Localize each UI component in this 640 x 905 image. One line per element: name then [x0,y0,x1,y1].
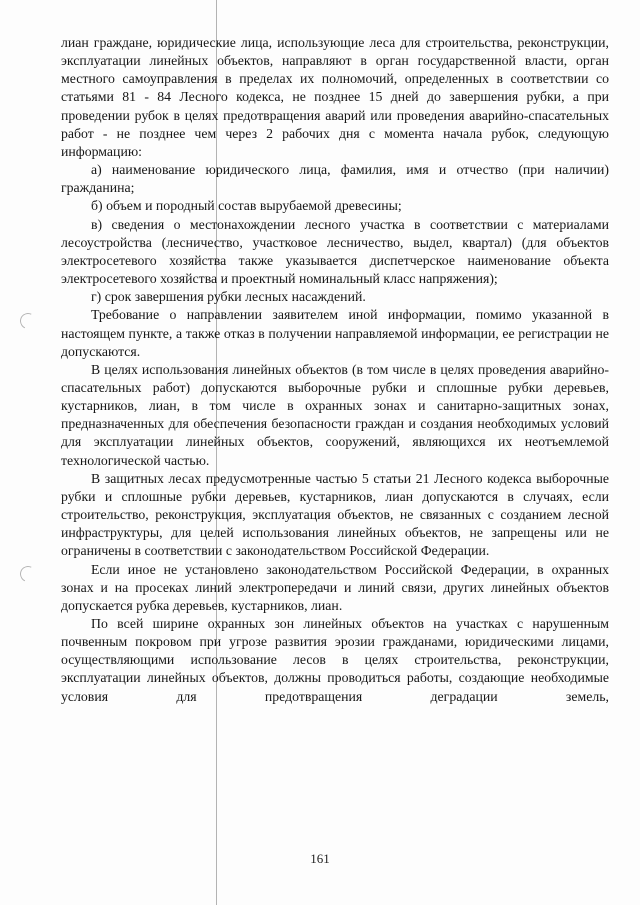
paragraph-intro: лиан граждане, юридические лица, использующие леса для строительства, реконструкции, эксплуатации линейных объектов, направляют в орган государственной власти, орган местного самоуправления в пределах их полномочий, определенных в соответствии со статьями 81 - 84 Лесного кодекса, не позднее 15 дней до завершения рубки, а при проведении рубок в целях предотвращения аварий или проведения аварийно-спасательных работ - не позднее чем через 2 рабочих дня с момента начала рубок, следующую информацию: [61,35,609,159]
punch-hole-mark [18,564,39,585]
paragraph-requirement: Требование о направлении заявителем иной информации, помимо указанной в настоящем пункте, а также отказ в получении направляемой информации, ее регистрации не допускаются. [61,307,609,359]
paragraph-linear-objects: В целях использования линейных объектов (в том числе в целях проведения аварийно-спасательных работ) допускаются выборочные рубки и сплошные рубки деревьев, кустарников, лиан, в том числе в охранных зонах и санитарно-защитных зонах, предназначенных для обеспечения безопасности граждан и создания необходимых условий для эксплуатации линейных объектов, сооружений, являющихся их неотъемлемой технологической частью. [61,361,609,468]
paragraph-protected-zones: Если иное не установлено законодательством Российской Федерации, в охранных зонах и на просеках линий электропередачи и линий связи, других линейных объектов допускается рубка деревьев, кустарников, лиан. [61,561,609,613]
paragraph-protective-forests: В защитных лесах предусмотренные частью 5 статьи 21 Лесного кодекса выборочные рубки и сплошные рубки деревьев, кустарников, лиан допускаются в случаях, если строительство, реконструкция, эксплуатация объектов, не связанных с созданием лесной инфраструктуры, для целей использования линейных объектов, не запрещены или не ограничены в соответствии с законодательством Российской Федерации. [61,470,609,559]
paragraph-item-b: б) объем и породный состав вырубаемой древесины; [91,198,402,214]
punch-hole-mark [18,311,39,332]
page-number: 161 [310,851,330,866]
paragraph-item-g: г) срок завершения рубки лесных насаждений. [91,289,366,305]
paragraph-erosion: По всей ширине охранных зон линейных объектов на участках с нарушенным почвенным покровом при угрозе развития эрозии гражданами, юридическими лицами, осуществляющими использование лесов в целях строительства, реконструкции, эксплуатации линейных объектов, должны проводиться работы, создающие необходимые условия для предотвращения деградации земель, [61,616,609,704]
paragraph-item-a: а) наименование юридического лица, фамилия, имя и отчество (при наличии) гражданина; [61,162,609,196]
paragraph-item-v: в) сведения о местонахождении лесного участка в соответствии с материалами лесоустройства (лесничество, участковое лесничество, выдел, квартал) (для объектов электросетевого хозяйства также указывается диспетчерское наименование объекта электросетевого хозяйства и проектный номинальный класс напряжения); [61,216,609,287]
body-text [61,34,609,706]
